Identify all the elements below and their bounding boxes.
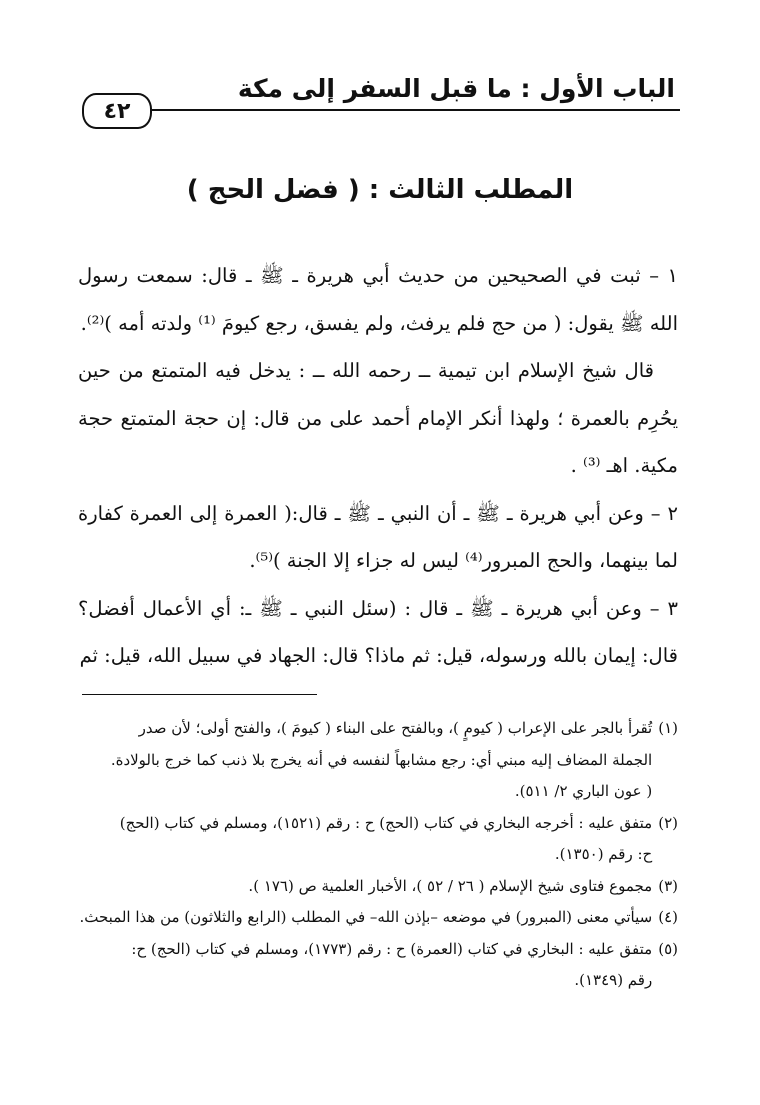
footnote-1 [78, 713, 678, 808]
page-number [82, 93, 152, 129]
footnote-line: ح: رقم (١٣٥٠). [554, 845, 653, 863]
footnote-line: متفق عليه : أخرجه البخاري في كتاب (الحج) ح : رقم (١٥٢١)، ومسلم في كتاب (الحج) [119, 813, 653, 832]
footnote-2 [78, 808, 678, 871]
footnote-text [78, 934, 652, 997]
footnote-number: (٣) [658, 876, 678, 895]
paragraph-1 [78, 252, 678, 347]
footnote-number: (٥) [658, 939, 678, 958]
footnote-5 [78, 934, 678, 997]
header-divider [150, 109, 680, 111]
paragraph-line: لما بينهما، والحج المبرور⁽⁴⁾ ليس له جزاء إلا الجنة )⁽⁵⁾. [249, 549, 678, 572]
page-number-text: ٤٢ [103, 98, 131, 124]
section-title: المطلب الثالث : ( فضل الحج ) [186, 175, 574, 205]
paragraph-4 [78, 585, 678, 680]
footnote-text [78, 871, 652, 903]
footnote-line: سيأتي معنى (المبرور) في موضعه –بإذن الله– في المطلب (الرابع والثلاثون) من هذا المبحث. [79, 908, 653, 926]
footnote-number: (٤) [658, 908, 678, 926]
footnote-text [78, 902, 652, 934]
footnote-number: (٢) [658, 813, 678, 832]
footnote-number: (١) [658, 719, 678, 737]
paragraph-2 [78, 347, 678, 490]
footnote-4 [78, 902, 678, 934]
paragraph-3 [78, 490, 678, 585]
footnote-line: متفق عليه : البخاري في كتاب (العمرة) ح : رقم (١٧٧٣)، ومسلم في كتاب (الحج) ح: [131, 939, 653, 958]
paragraph-line: الله ﷺ يقول: ( من حج فلم يرفث، ولم يفسق، رجع كيومَ ⁽¹⁾ ولدته أمه )⁽²⁾. [80, 311, 678, 335]
paragraph-line: مكية. اهـ ⁽³⁾ . [570, 454, 678, 477]
footnote-line: تُقرأ بالجر على الإعراب ( كيومٍ )، وبالفتح على البناء ( كيومَ )، والفتح أولى؛ لأن صدر [138, 719, 653, 737]
paragraph-line: قال شيخ الإسلام ابن تيمية ــ رحمه الله ــ : يدخل فيه المتمتع من حين [78, 359, 654, 382]
paragraph-line: يحُرِم بالعمرة ؛ ولهذا أنكر الإمام أحمد على من قال: إن حجة المتمتع حجة [78, 406, 678, 430]
footnote-divider [82, 694, 317, 695]
footnote-text [78, 713, 652, 808]
paragraph-line: ٢ – وعن أبي هريرة ـ ﷺ ـ أن النبي ـ ﷺ ـ قال:( العمرة إلى العمرة كفارة [78, 501, 678, 525]
footnote-line: الجملة المضاف إليه مبني أي: رجع مشابهاً لنفسه في أنه يخرج بلا ذنب كما خرج بالولادة. [110, 750, 653, 769]
paragraph-line: قال: إيمان بالله ورسوله، قيل: ثم ماذا؟ قال: الجهاد في سبيل الله، قيل: ثم [79, 644, 678, 667]
footnotes [78, 713, 678, 997]
footnote-line: رقم (١٣٤٩). [574, 971, 653, 989]
footnote-text [78, 808, 652, 871]
paragraph-line: ١ – ثبت في الصحيحين من حديث أبي هريرة ـ ﷺ ـ قال: سمعت رسول [78, 264, 678, 287]
footnote-3 [78, 871, 678, 903]
main-text [78, 252, 678, 680]
paragraph-line: ٣ – وعن أبي هريرة ـ ﷺ ـ قال : (سئل النبي ـ ﷺ ـ: أي الأعمال أفضل؟ [78, 596, 678, 620]
footnote-line: ( عون الباري ٢/ ٥١١). [514, 782, 653, 800]
footnote-line: مجموع فتاوى شيخ الإسلام ( ٢٦ / ٥٢ )، الأخبار العلمية ص (١٧٦ ). [248, 876, 653, 895]
chapter-title: الباب الأول : ما قبل السفر إلى مكة [237, 74, 675, 103]
